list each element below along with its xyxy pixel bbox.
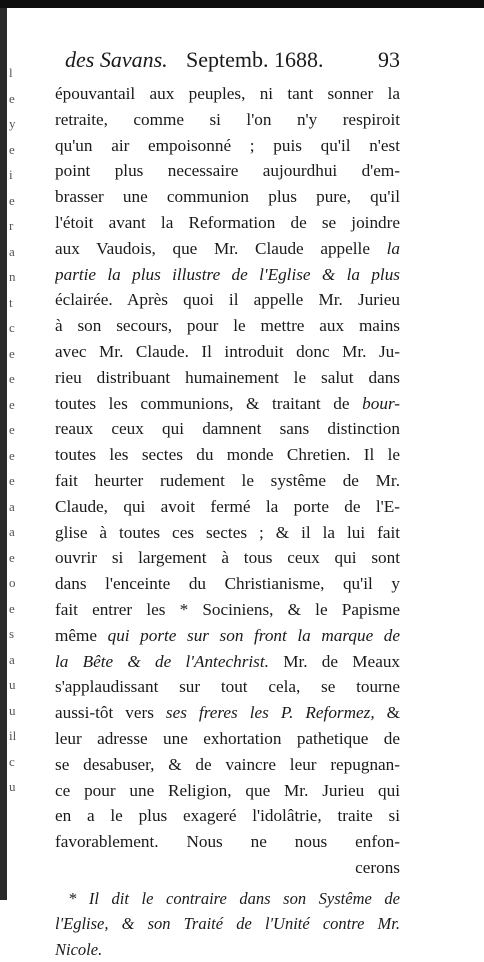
bleed-char: i [9,167,13,182]
text-segment: Mr. de Meaux [283,651,400,671]
text-line: avec Mr. Claude. Il introduit donc Mr. Ju- [55,341,400,361]
bleed-char: e [9,141,15,157]
bleed-char: e [9,396,15,412]
bleed-char: e [9,473,15,488]
bleed-char: u [9,779,16,794]
text-line: en a le plus exageré l'idolâtrie, traite si [55,806,400,826]
running-head [55,40,400,80]
text-line: fait entrer les * Sociniens, & le Papisme [55,599,400,619]
text-line: glise à toutes ces sectes ; & il la lui fait [55,522,400,542]
bleed-char: s [9,626,15,641]
text-line: reaux ceux qui damnent sans distinction [55,419,400,439]
text-segment: & [386,703,400,723]
italic-segment: qui porte sur son front la marque de [107,625,400,645]
footnote-line: l'Eglise, & son Traité de l'Unité contre Mr. [55,914,400,934]
text-line [55,262,400,288]
bleed-char: e [9,447,15,463]
bleed-char: il [9,728,17,743]
italic-segment: ses freres les P. Reformez, [165,703,375,723]
top-edge-shadow [0,0,484,8]
bleed-char: u [9,702,16,718]
italic-segment: bour- [362,393,400,413]
italic-segment: la Bête & de l'Antechrist. [55,651,269,671]
text-segment: toutes les communions, & traitant de [55,393,350,413]
text-line: brasser une communion plus pure, qu'il [55,187,400,207]
page-number: 93 [378,47,400,72]
text-line: se desabuser, & de vaincre leur repugnan- [55,754,400,774]
left-binding-edge [0,8,7,900]
text-line: l'étoit avant la Reformation de se joindre [55,212,400,232]
bleed-char: a [9,243,15,259]
catchword: cerons [355,857,400,877]
bleed-char: e [9,90,15,106]
running-head-title: des Savans. [65,47,168,72]
bleed-char: n [9,269,16,284]
bleed-char: a [9,524,15,539]
bleed-char: e [9,600,15,616]
bleed-char: e [9,549,15,565]
bleed-char: y [9,116,16,131]
text-line: rieu distribuant humainement le salut dans [55,367,400,387]
body-text [55,81,400,881]
bleed-char: a [9,651,15,667]
bleed-char: r [9,218,14,233]
bleed-char: e [9,192,15,208]
bleed-char: o [9,575,16,590]
text-line [55,649,400,675]
italic-segment: partie la plus illustre de l'Eglise & la plus [55,264,400,284]
running-head-date: Septemb. 1688. [186,47,324,72]
bleed-char: e [9,422,15,437]
text-line: toutes les sectes du monde Chretien. Il le [55,445,400,465]
text-line: point plus necessaire aujourdhui d'em- [55,161,400,181]
text-line: s'applaudissant sur tout cela, se tourne [55,677,400,697]
bleed-char: u [9,677,16,692]
text-line: favorablement. Nous ne nous enfon- [55,832,400,852]
text-line: dans l'enceinte du Christianisme, qu'il y [55,574,400,594]
text-segment: même [55,625,97,645]
text-line: fait heurter rudement le systême de Mr. [55,470,400,490]
text-segment: aux Vaudois, que Mr. Claude appelle [55,238,370,258]
text-line [55,236,400,262]
bleed-char: c [9,753,15,769]
text-line [55,623,400,649]
footnote-line: * Il dit le contraire dans son Systême de [68,888,400,908]
text-line: éclairée. Après quoi il appelle Mr. Jurieu [55,290,400,310]
text-line: Claude, qui avoit fermé la porte de l'E- [55,496,400,516]
text-line: ce pour une Religion, que Mr. Jurieu qui [55,780,400,800]
bleed-char: c [9,320,15,335]
text-segment: aussi-tôt vers [55,703,154,723]
text-line: qu'un air empoisonné ; puis qu'il n'est [55,135,400,155]
book-page [55,40,400,962]
footnote [55,886,400,962]
text-line: leur adresse une exhortation pathetique de [55,728,400,748]
bleed-char: e [9,345,15,361]
italic-segment: la [386,238,400,258]
footnote-line: Nicole. [55,939,103,959]
bleed-char: a [9,498,15,514]
text-line [55,700,400,726]
bleed-through-margin [9,60,29,800]
text-line [55,391,400,417]
bleed-char: t [9,294,13,310]
text-line: épouvantail aux peuples, ni tant sonner la [55,84,400,103]
text-line: à son secours, pour le mettre aux mains [55,316,400,336]
text-line: ouvrir si largement à tous ceux qui sont [55,548,400,568]
bleed-char: e [9,371,15,386]
bleed-char: l [9,65,13,80]
text-line: retraite, comme si l'on n'y respiroit [55,109,400,129]
